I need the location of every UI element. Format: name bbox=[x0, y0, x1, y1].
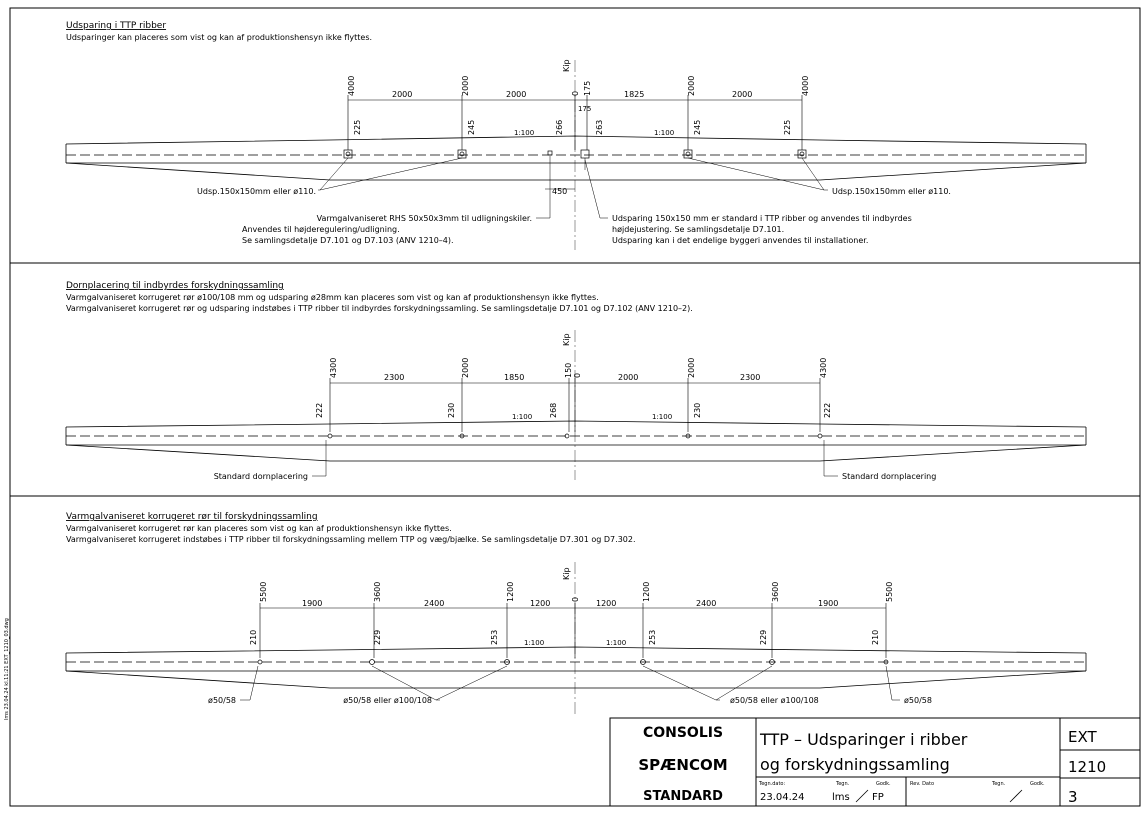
godk-label: Godk. bbox=[876, 781, 891, 787]
height-label: 230 bbox=[693, 402, 702, 418]
dim-vert: 5500 bbox=[885, 581, 894, 602]
dim-horiz: 1900 bbox=[818, 599, 839, 608]
section-2-subtitle-2: Varmgalvaniseret korrugeret rør og udsparing indstøbes i TTP ribber til indbyrdes forskydningssamling. Se samlingsdetalje D7.101 og D7.102 (ANV 1210–2). bbox=[66, 304, 693, 313]
dim-vert: 150 bbox=[564, 362, 573, 378]
dim-horiz: 2400 bbox=[424, 599, 445, 608]
dim-vert: 4300 bbox=[819, 357, 828, 378]
slash-mark bbox=[856, 790, 868, 802]
godk-label-2: Godk. bbox=[1030, 781, 1045, 787]
pipe-marks-3 bbox=[240, 660, 900, 701]
section-2-subtitle-1: Varmgalvaniseret korrugeret rør ø100/108 mm og udsparing ø28mm kan placeres som vist og kan af produktionshensyn ikke flyttes. bbox=[66, 293, 599, 302]
slope-label: 1:100 bbox=[606, 639, 627, 647]
dim-vert: 2000 bbox=[687, 75, 696, 96]
dim-vert: 0 bbox=[571, 90, 580, 96]
dim-175-small: 175 bbox=[578, 105, 592, 113]
dim-vert: 4300 bbox=[329, 357, 338, 378]
dim-vert: 5500 bbox=[259, 581, 268, 602]
height-label: 225 bbox=[353, 119, 362, 135]
note-left: Standard dornplacering bbox=[213, 472, 308, 481]
section-3-title: Varmgalvaniseret korrugeret rør til forskydningssamling bbox=[66, 512, 318, 522]
file-stamp: lms 23.04.24 kl.11:21 EXT_1210_03.dwg bbox=[4, 618, 10, 720]
dim-vert: 2000 bbox=[461, 357, 470, 378]
dim-horiz: 2300 bbox=[740, 373, 761, 382]
kip-label: Kip bbox=[562, 567, 571, 580]
kip-label: Kip bbox=[562, 59, 571, 72]
dim-vert: 3600 bbox=[771, 581, 780, 602]
code-number: 1210 bbox=[1068, 758, 1107, 776]
tegn-label: Tegn. bbox=[836, 781, 850, 787]
kip-label: Kip bbox=[562, 333, 571, 346]
section-2 bbox=[66, 281, 1086, 481]
beam-2 bbox=[66, 330, 1086, 480]
height-label: 263 bbox=[595, 119, 604, 135]
dim-line-2 bbox=[330, 378, 820, 432]
godk-initials: FP bbox=[872, 792, 884, 803]
height-label: 222 bbox=[315, 402, 324, 418]
note-udsp-1: Udsparing 150x150 mm er standard i TTP ribber og anvendes til indbyrdes bbox=[612, 214, 912, 223]
dim-vert: 0 bbox=[573, 372, 582, 378]
note-right: Standard dornplacering bbox=[842, 472, 937, 481]
title-block bbox=[610, 718, 1140, 806]
note-a: ø50/58 bbox=[208, 696, 236, 705]
height-label: 266 bbox=[555, 119, 564, 135]
note-udsp-3: Udsparing kan i det endelige byggeri anvendes til installationer. bbox=[612, 236, 869, 245]
dim-vert: 2000 bbox=[687, 357, 696, 378]
logo-spaencom: SPÆNCOM bbox=[638, 756, 728, 774]
logo-standard: STANDARD bbox=[643, 789, 723, 804]
dim-vert: 175 bbox=[583, 80, 592, 96]
tegn-date: 23.04.24 bbox=[760, 792, 805, 803]
section-1-subtitle: Udsparinger kan placeres som vist og kan af produktionshensyn ikke flyttes. bbox=[66, 33, 373, 42]
dim-vert: 0 bbox=[571, 596, 580, 602]
dim-vert: 1200 bbox=[642, 581, 651, 602]
dim-horiz: 1825 bbox=[624, 90, 645, 99]
leaders-1 bbox=[318, 156, 828, 218]
beam-1 bbox=[66, 60, 1086, 250]
section-2-title: Dornplacering til indbyrdes forskydningssamling bbox=[66, 281, 284, 291]
section-3-subtitle-2: Varmgalvaniseret korrugeret indstøbes i TTP ribber til forskydningssamling mellem TTP og væg/bjælke. Se samlingsdetalje D7.301 og D7.302. bbox=[66, 535, 636, 544]
height-label: 268 bbox=[549, 402, 558, 418]
height-label: 245 bbox=[467, 119, 476, 135]
slope-label: 1:100 bbox=[514, 129, 535, 137]
dim-line-1 bbox=[348, 95, 802, 150]
slope-label: 1:100 bbox=[512, 413, 533, 421]
drawing-title-line1: TTP – Udsparinger i ribber bbox=[760, 730, 968, 749]
height-label: 222 bbox=[823, 402, 832, 418]
dim-horiz: 2000 bbox=[506, 90, 527, 99]
note-rhs-3: Se samlingsdetalje D7.101 og D7.103 (ANV 1210–4). bbox=[242, 236, 454, 245]
height-label: 210 bbox=[249, 629, 258, 645]
section-3 bbox=[66, 512, 1086, 716]
note-c: ø50/58 eller ø100/108 bbox=[730, 696, 819, 705]
beam-3 bbox=[66, 562, 1086, 716]
height-label: 253 bbox=[490, 629, 499, 645]
dim-vert: 3600 bbox=[373, 581, 382, 602]
slope-label: 1:100 bbox=[652, 413, 673, 421]
height-label: 229 bbox=[373, 629, 382, 645]
dim-450: 450 bbox=[552, 187, 568, 196]
slope-label: 1:100 bbox=[524, 639, 545, 647]
height-label: 229 bbox=[759, 629, 768, 645]
dim-horiz: 2000 bbox=[732, 90, 753, 99]
dim-horiz: 2000 bbox=[392, 90, 413, 99]
dim-horiz: 2400 bbox=[696, 599, 717, 608]
tegn-dato-label: Tegn.dato: bbox=[759, 781, 786, 787]
section-1 bbox=[66, 21, 1086, 250]
height-label: 253 bbox=[648, 629, 657, 645]
dim-horiz: 1200 bbox=[596, 599, 617, 608]
height-label: 245 bbox=[693, 119, 702, 135]
height-label: 225 bbox=[783, 119, 792, 135]
drawing-title-line2: og forskydningssamling bbox=[760, 755, 950, 774]
height-label: 230 bbox=[447, 402, 456, 418]
dim-vert: 4000 bbox=[347, 75, 356, 96]
code-ext: EXT bbox=[1068, 728, 1097, 746]
section-1-title: Udsparing i TTP ribber bbox=[66, 21, 167, 31]
logo-consolis: CONSOLIS bbox=[642, 725, 724, 741]
note-rhs-1: Varmgalvaniseret RHS 50x50x3mm til udligningskiler. bbox=[316, 214, 532, 223]
slope-label: 1:100 bbox=[654, 129, 675, 137]
dim-vert: 4000 bbox=[801, 75, 810, 96]
dim-vert: 1200 bbox=[506, 581, 515, 602]
dim-horiz: 2300 bbox=[384, 373, 405, 382]
tegn-initials: lms bbox=[832, 792, 850, 803]
note-right: Udsp.150x150mm eller ø110. bbox=[832, 187, 951, 196]
note-left: Udsp.150x150mm eller ø110. bbox=[197, 187, 316, 196]
note-rhs-2: Anvendes til højderegulering/udligning. bbox=[242, 225, 400, 234]
note-b: ø50/58 eller ø100/108 bbox=[343, 696, 432, 705]
dim-horiz: 1900 bbox=[302, 599, 323, 608]
section-3-subtitle-1: Varmgalvaniseret korrugeret rør kan placeres som vist og kan af produktionshensyn ikke flyttes. bbox=[66, 524, 452, 533]
slash-mark bbox=[1010, 790, 1022, 802]
code-sheet: 3 bbox=[1068, 788, 1078, 806]
height-label: 210 bbox=[871, 629, 880, 645]
dim-horiz: 2000 bbox=[618, 373, 639, 382]
note-udsp-2: højdejustering. Se samlingsdetalje D7.101. bbox=[612, 225, 785, 234]
dim-vert: 2000 bbox=[461, 75, 470, 96]
dim-horiz: 1200 bbox=[530, 599, 551, 608]
dim-horiz: 1850 bbox=[504, 373, 525, 382]
note-d: ø50/58 bbox=[904, 696, 932, 705]
tegn-label-2: Tegn. bbox=[992, 781, 1006, 787]
rev-dato-label: Rev. Dato bbox=[910, 781, 935, 787]
